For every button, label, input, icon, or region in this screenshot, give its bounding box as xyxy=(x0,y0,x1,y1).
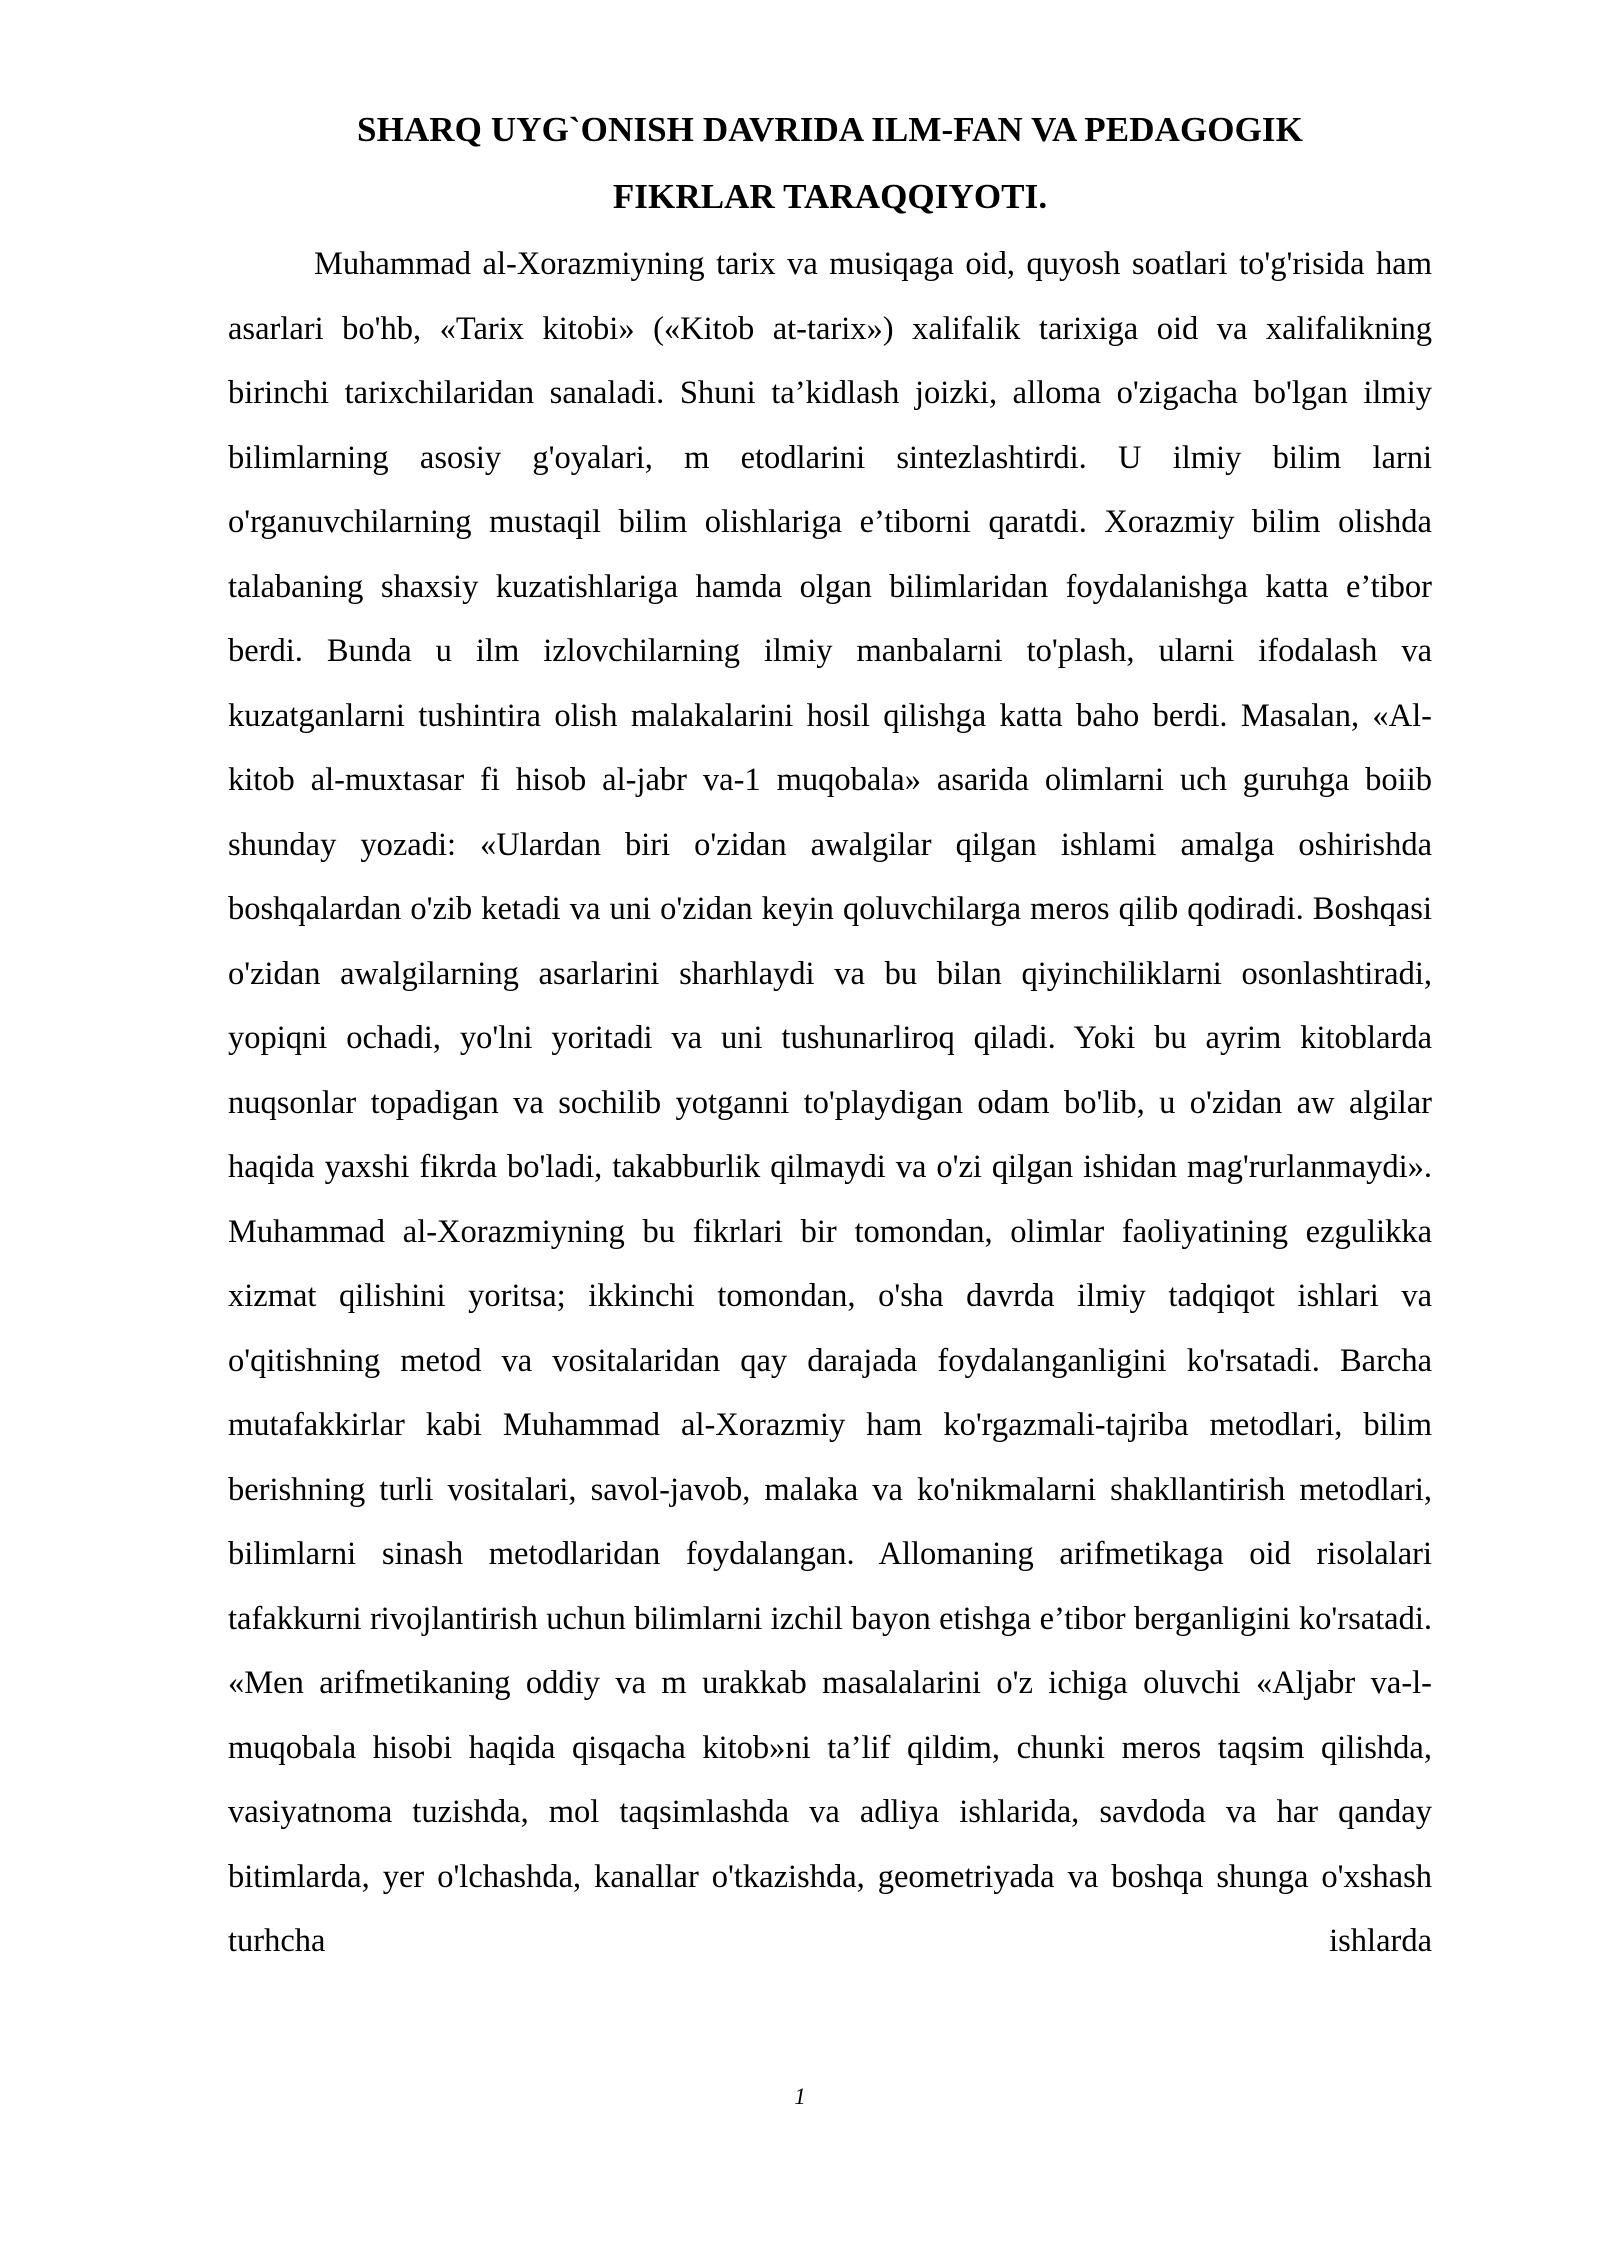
page-title xyxy=(228,96,1432,230)
page-title-line-2: FIKRLAR TARAQQIYOTI. xyxy=(612,177,1048,216)
page-number: 1 xyxy=(794,2084,806,2109)
body-paragraph: Muhammad al-Xorazmiyning tarix va musiqaga oid, quyosh soatlari to'g'risida ham asarlari bo'hb, «Tarix kitobi» («Kitob at-tarix») xalifalik tarixiga oid va xalifalikning birinchi tarixchilaridan sanaladi. Shuni ta’kidlash joizki, alloma o'zigacha bo'lgan ilmiy bilimlarning asosiy g'oyalari, m etodlarini sintezlashtirdi. U ilmiy bilim larni o'rganuvchilarning mustaqil bilim olishlariga e’tiborni qaratdi. Xorazmiy bilim olishda talabaning shaxsiy kuzatishlariga hamda olgan bilimlaridan foydalanishga katta e’tibor berdi. Bunda u ilm izlovchilarning ilmiy manbalarni to'plash, ularni ifodalash va kuzatganlarni tushintira olish malakalarini hosil qilishga katta baho berdi. Masalan, «Al-kitob al-muxtasar fi hisob al-jabr va-1 muqobala» asarida olimlarni uch guruhga boiib shunday yozadi: «Ulardan biri o'zidan awalgilar qilgan ishlami amalga oshirishda boshqalardan o'zib ketadi va uni o'zidan keyin qoluvchilarga meros qilib qodiradi. Boshqasi o'zidan awalgilarning asarlarini sharhlaydi va bu bilan qiyinchiliklarni osonlashtiradi, yopiqni ochadi, yo'lni yoritadi va uni tushunarliroq qiladi. Yoki bu ayrim kitoblarda nuqsonlar topadigan va sochilib yotganni to'playdigan odam bo'lib, u o'zidan aw algilar haqida yaxshi fikrda bo'ladi, takabburlik qilmaydi va o'zi qilgan ishidan mag'rurlanmaydi». Muhammad al-Xorazmiyning bu fikrlari bir tomondan, olimlar faoliyatining ezgulikka xizmat qilishini yoritsa; ikkinchi tomondan, o'sha davrda ilmiy tadqiqot ishlari va o'qitishning metod va vositalaridan qay darajada foydalanganligini ko'rsatadi. Barcha mutafakkirlar kabi Muhammad al-Xorazmiy ham ko'rgazmali-tajriba metodlari, bilim berishning turli vositalari, savol-javob, malaka va ko'nikmalarni shakllantirish metodlari, bilimlarni sinash metodlaridan foydalangan. Allomaning arifmetikaga oid risolalari tafakkurni rivojlantirish uchun bilimlarni izchil bayon etishga e’tibor berganligini ko'rsatadi. «Men arifmetikaning oddiy va m urakkab masalalarini o'z ichiga oluvchi «Aljabr va-l-muqobala hisobi haqida qisqacha kitob»ni ta’lif qildim, chunki meros taqsim qilishda, vasiyatnoma tuzishda, mol taqsimlashda va adliya ishlarida, savdoda va har qanday bitimlarda, yer o'lchashda, kanallar o'tkazishda, geometriyada va boshqa shunga o'xshash turhcha ishlarda xyxy=(228,246,1432,1959)
body-text xyxy=(228,232,1432,2038)
page-title-line-1: SHARQ UYG`ONISH DAVRIDA ILM-FAN VA PEDAGOGIK xyxy=(357,110,1303,149)
page-content xyxy=(228,96,1432,2038)
